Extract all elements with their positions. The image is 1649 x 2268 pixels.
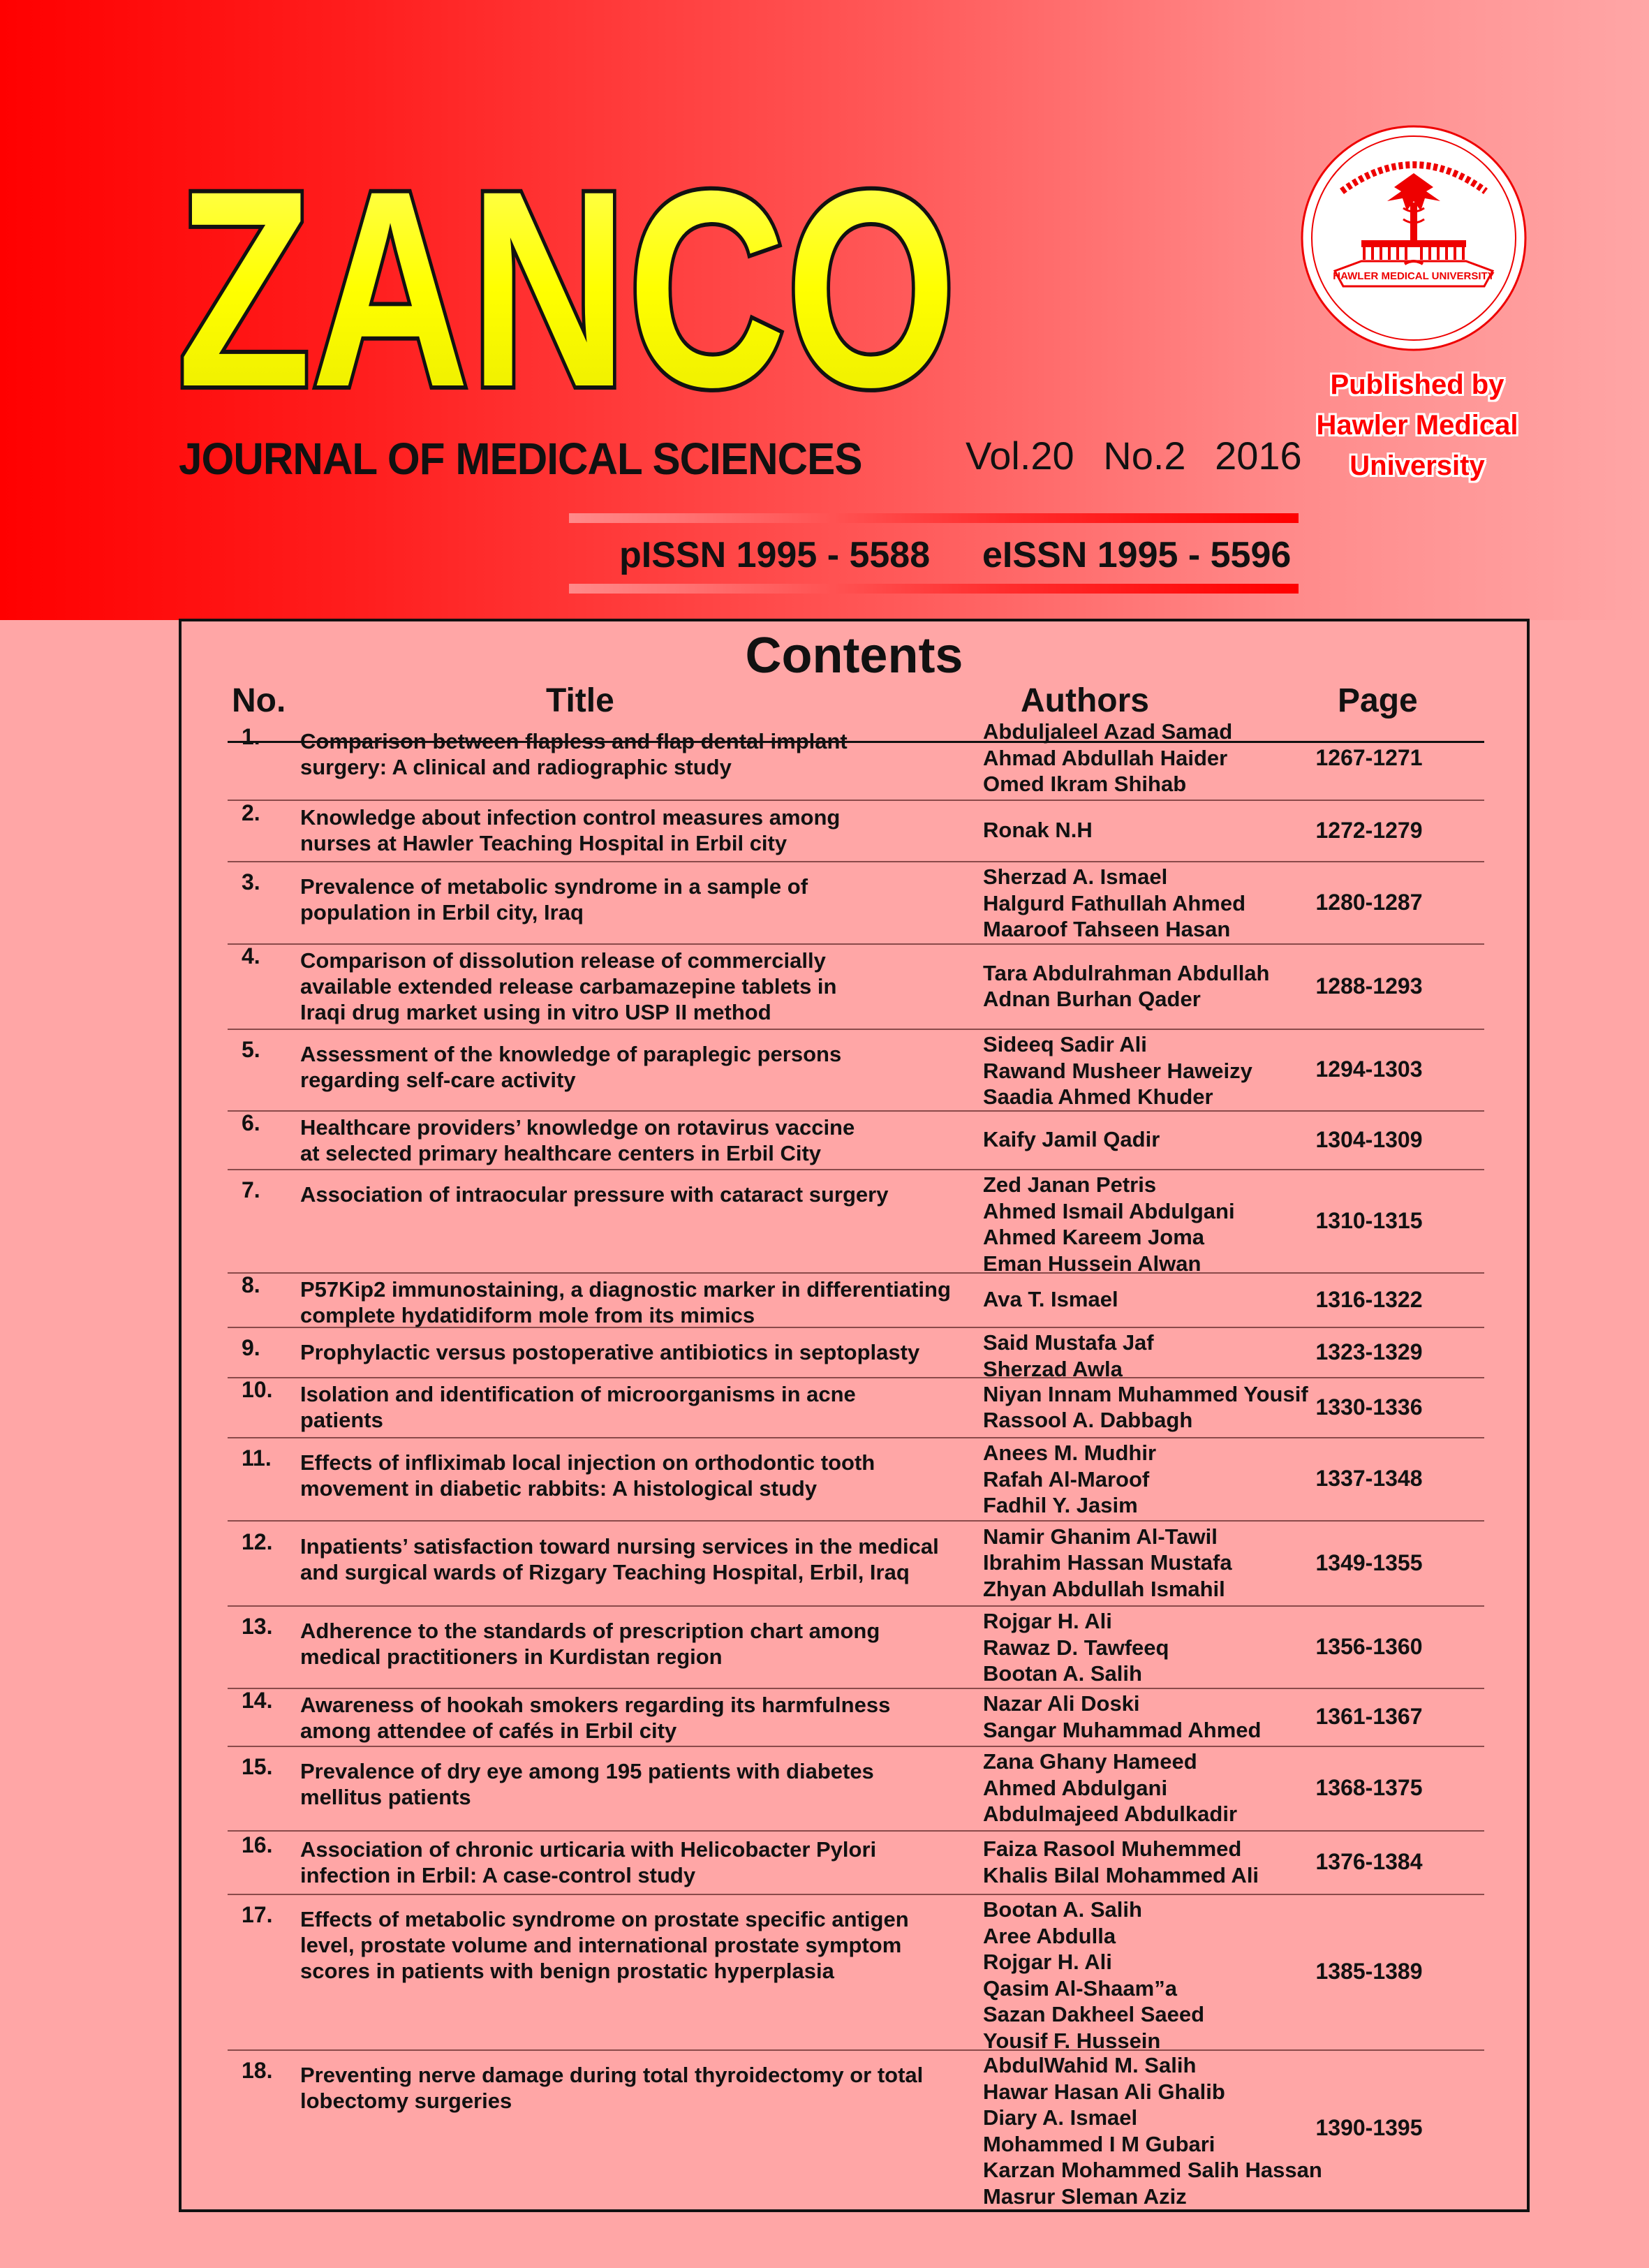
author-name: Omed Ikram Shihab — [983, 772, 1187, 796]
entry-pages[interactable]: 1310-1315 — [1315, 1207, 1423, 1233]
author-name: Aree Abdulla — [983, 1923, 1116, 1948]
entry-number: 3. — [242, 869, 260, 894]
entry-title[interactable] — [300, 1041, 977, 1093]
author-name: Rojgar H. Ali — [983, 1950, 1112, 1974]
author-name: Abduljaleel Azad Samad — [983, 719, 1233, 744]
entry-number: 6. — [242, 1110, 260, 1135]
seal-text: HAWLER MEDICAL UNIVERSITY — [1333, 270, 1495, 282]
entry-number: 4. — [242, 943, 260, 969]
entry-pages[interactable]: 1330-1336 — [1315, 1394, 1423, 1420]
author-name: Rassool A. Dabbagh — [983, 1408, 1193, 1432]
entry-title-line: Adherence to the standards of prescription chart among — [300, 1619, 880, 1643]
author-name: Tara Abdulrahman Abdullah — [983, 960, 1270, 985]
author-name: Adnan Burhan Qader — [983, 987, 1201, 1011]
author-name: Anees M. Mudhir — [983, 1441, 1157, 1465]
entry-title[interactable] — [300, 1906, 977, 1984]
author-name: Ibrahim Hassan Mustafa — [983, 1550, 1232, 1575]
author-name: Diary A. Ismael — [983, 2105, 1138, 2130]
entry-title[interactable] — [300, 1618, 977, 1670]
entry-title-line: surgery: A clinical and radiographic study — [300, 755, 732, 779]
author-name: Rawand Musheer Haweizy — [983, 1058, 1252, 1083]
issue-info — [966, 433, 1320, 478]
author-name: Namir Ghanim Al-Tawil — [983, 1524, 1218, 1549]
author-name: Hawar Hasan Ali Ghalib — [983, 2079, 1225, 2104]
entry-number: 8. — [242, 1272, 260, 1297]
author-name: Qasim Al-Shaam”a — [983, 1975, 1177, 2001]
entry-title-line: Comparison between flapless and flap dental implant — [300, 729, 848, 753]
table-row — [228, 1746, 1484, 1832]
entry-title-line: Knowledge about infection control measures among — [300, 805, 841, 830]
publisher-line: University — [1349, 450, 1485, 481]
entry-pages[interactable]: 1316-1322 — [1315, 1286, 1423, 1312]
entry-pages[interactable]: 1272-1279 — [1315, 817, 1423, 843]
entry-title-line: lobectomy surgeries — [300, 2089, 512, 2113]
entry-pages[interactable]: 1390-1395 — [1315, 2115, 1423, 2140]
entry-title[interactable] — [300, 804, 977, 856]
entry-title-line: medical practitioners in Kurdistan region — [300, 1644, 723, 1669]
issue-number: No.2 — [1103, 434, 1186, 478]
publisher-line: Hawler Medical — [1316, 410, 1518, 441]
entry-title-line: Effects of infliximab local injection on orthodontic tooth — [300, 1450, 875, 1475]
author-name: Fadhil Y. Jasim — [983, 1493, 1138, 1517]
entry-pages[interactable]: 1356-1360 — [1315, 1633, 1423, 1659]
author-name: Sherzad A. Ismael — [983, 864, 1168, 889]
entry-number: 11. — [242, 1445, 272, 1471]
entry-title[interactable] — [300, 948, 977, 1025]
author-name: Mohammed I M Gubari — [983, 2131, 1215, 2156]
author-name: Sazan Dakheel Saeed — [983, 2002, 1205, 2026]
entry-title-line: Isolation and identification of microorganisms in acne — [300, 1382, 856, 1406]
entry-title-line: Preventing nerve damage during total thyroidectomy or total — [300, 2063, 924, 2087]
table-row — [228, 1327, 1484, 1381]
table-row — [228, 716, 1484, 801]
column-header-title: Title — [546, 682, 614, 719]
entry-title[interactable] — [300, 1181, 977, 1207]
author-name: Rojgar H. Ali — [983, 1609, 1112, 1633]
entry-title[interactable] — [300, 728, 977, 780]
author-name: Ronak N.H — [983, 818, 1093, 843]
author-name: Yousif F. Hussein — [983, 2028, 1161, 2053]
university-seal-icon — [1300, 124, 1528, 352]
publisher-note — [1278, 364, 1557, 486]
entry-number: 2. — [242, 800, 260, 825]
entry-pages[interactable]: 1288-1293 — [1315, 973, 1423, 999]
author-name: Rawaz D. Tawfeeq — [983, 1635, 1169, 1660]
volume-label: Vol.20 — [966, 434, 1074, 478]
author-name: Nazar Ali Doski — [983, 1691, 1140, 1716]
entry-pages[interactable]: 1349-1355 — [1315, 1549, 1423, 1575]
entry-title-line: at selected primary healthcare centers in Erbil City — [300, 1141, 822, 1165]
entry-title-line: movement in diabetic rabbits: A histological study — [300, 1476, 818, 1501]
author-name: Ahmed Ismail Abdulgani — [983, 1198, 1235, 1223]
entry-pages[interactable]: 1323-1329 — [1315, 1339, 1423, 1364]
entry-title[interactable] — [300, 1339, 977, 1365]
entry-number: 15. — [242, 1754, 273, 1780]
author-name: Masrur Sleman Aziz — [983, 2184, 1187, 2209]
journal-wordmark — [173, 133, 962, 445]
entry-title-line: Prevalence of dry eye among 195 patients with diabetes — [300, 1759, 874, 1784]
author-name: Zhyan Abdullah Ismahil — [983, 1576, 1225, 1601]
author-name: Eman Hussein Alwan — [983, 1251, 1201, 1276]
entry-number: 9. — [242, 1334, 260, 1360]
author-name: Rafah Al-Maroof — [983, 1466, 1150, 1492]
entry-number: 5. — [242, 1037, 260, 1062]
entry-title[interactable] — [300, 874, 977, 925]
table-row — [228, 800, 1484, 862]
entry-number: 14. — [242, 1688, 273, 1713]
entry-number: 7. — [242, 1177, 260, 1202]
author-name: Ahmed Abdulgani — [983, 1775, 1168, 1800]
entry-title[interactable] — [300, 1450, 977, 1501]
table-row — [228, 1688, 1484, 1747]
table-row — [228, 1437, 1484, 1522]
entry-title-line: P57Kip2 immunostaining, a diagnostic marker in differentiating — [300, 1277, 951, 1302]
entry-title-line: regarding self-care activity — [300, 1068, 576, 1092]
table-row — [228, 1029, 1484, 1112]
entry-pages[interactable]: 1280-1287 — [1315, 889, 1423, 915]
entry-title-line: Iraqi drug market using in vitro USP II method — [300, 1000, 771, 1024]
entry-title-line: scores in patients with benign prostatic hyperplasia — [300, 1959, 834, 1983]
entry-number: 13. — [242, 1614, 273, 1639]
author-name: Khalis Bilal Mohammed Ali — [983, 1862, 1259, 1887]
author-name: Karzan Mohammed Salih Hassan — [983, 2158, 1322, 2182]
entry-title-line: and surgical wards of Rizgary Teaching Hospital, Erbil, Iraq — [300, 1559, 910, 1584]
contents-table — [179, 619, 1530, 2212]
table-row — [228, 1377, 1484, 1438]
entry-pages[interactable]: 1361-1367 — [1315, 1704, 1423, 1729]
entry-title-line: Inpatients’ satisfaction toward nursing services in the medical — [300, 1533, 939, 1559]
entry-pages[interactable]: 1294-1303 — [1315, 1056, 1423, 1082]
column-header-no: No. — [232, 682, 286, 719]
entry-title-line: nurses at Hawler Teaching Hospital in Erbil city — [300, 831, 787, 855]
author-name: Said Mustafa Jaf — [983, 1330, 1154, 1355]
entry-number: 10. — [242, 1377, 273, 1402]
author-name: Saadia Ahmed Khuder — [983, 1084, 1213, 1109]
author-name: Maaroof Tahseen Hasan — [983, 917, 1231, 941]
entry-pages[interactable]: 1337-1348 — [1315, 1466, 1423, 1491]
entry-title-line: mellitus patients — [300, 1785, 471, 1810]
entry-title-line: population in Erbil city, Iraq — [300, 900, 584, 925]
author-name: AbdulWahid M. Salih — [983, 2053, 1197, 2077]
print-issn: pISSN 1995 - 5588 — [619, 535, 931, 575]
entry-title-line: available extended release carbamazepine tablets in — [300, 974, 837, 999]
entry-pages[interactable]: 1304-1309 — [1315, 1126, 1423, 1152]
table-row — [228, 861, 1484, 945]
entry-number: 17. — [242, 1902, 273, 1927]
table-row — [228, 943, 1484, 1030]
entry-number: 18. — [242, 2058, 273, 2083]
entry-title-line: patients — [300, 1408, 383, 1432]
author-name: Abdulmajeed Abdulkadir — [983, 1802, 1238, 1827]
table-row — [228, 1894, 1484, 2051]
contents-heading: Contents — [745, 628, 963, 684]
electronic-issn: eISSN 1995 - 5596 — [982, 535, 1292, 575]
entry-title-line: Association of chronic urticaria with Helicobacter Pylori — [300, 1836, 877, 1862]
table-row — [228, 1110, 1484, 1170]
author-name: Faiza Rasool Muhemmed — [983, 1836, 1242, 1861]
author-name: Sideeq Sadir Ali — [983, 1032, 1147, 1056]
entry-title[interactable] — [300, 1692, 977, 1744]
entry-title-line: Prevalence of metabolic syndrome in a sample of — [300, 874, 808, 899]
issn-band — [569, 513, 1299, 597]
entry-pages[interactable]: 1267-1271 — [1315, 744, 1423, 770]
entry-title-line: Comparison of dissolution release of commercially — [300, 948, 826, 973]
entry-number: 16. — [242, 1832, 273, 1857]
entry-number: 12. — [242, 1529, 273, 1554]
entry-title-line: complete hydatidiform mole from its mimics — [300, 1303, 755, 1327]
publisher-line: Published by — [1330, 369, 1504, 400]
author-name: Sherzad Awla — [983, 1356, 1123, 1381]
entry-title-line: among attendee of cafés in Erbil city — [300, 1718, 677, 1743]
author-name: Ahmad Abdullah Haider — [983, 745, 1228, 770]
entry-title-line: level, prostate volume and international prostate symptom — [300, 1933, 902, 1957]
entry-pages[interactable]: 1376-1384 — [1315, 1849, 1423, 1874]
journal-name: ZANCO — [177, 133, 956, 445]
entry-title-line: Assessment of the knowledge of paraplegic persons — [300, 1042, 842, 1066]
entry-title[interactable] — [300, 1836, 977, 1888]
table-row — [228, 1169, 1484, 1274]
table-row — [228, 1520, 1484, 1607]
entry-pages[interactable]: 1368-1375 — [1315, 1775, 1423, 1800]
table-row — [228, 1605, 1484, 1689]
entry-number: 1. — [242, 724, 260, 749]
entry-title[interactable] — [300, 2062, 977, 2114]
entry-title[interactable] — [300, 1276, 977, 1328]
entry-title-line: Prophylactic versus postoperative antibiotics in septoplasty — [300, 1339, 920, 1364]
author-name: Bootan A. Salih — [983, 1661, 1142, 1686]
column-header-page: Page — [1338, 682, 1418, 719]
entry-title-line: Healthcare providers’ knowledge on rotavirus vaccine — [300, 1115, 855, 1140]
author-name: Ahmed Kareem Joma — [983, 1225, 1205, 1249]
entry-title[interactable] — [300, 1533, 977, 1585]
author-name: Niyan Innam Muhammed Yousif — [983, 1381, 1308, 1406]
table-row — [228, 2049, 1484, 2207]
issn-bar-bottom — [569, 584, 1299, 594]
author-name: Halgurd Fathullah Ahmed — [983, 890, 1246, 915]
issue-year: 2016 — [1215, 434, 1302, 478]
entry-title-line: Awareness of hookah smokers regarding its harmfulness — [300, 1693, 891, 1717]
column-header-authors: Authors — [1021, 682, 1149, 719]
entry-title-line: Effects of metabolic syndrome on prostate specific antigen — [300, 1907, 909, 1931]
entry-title-line: Association of intraocular pressure with cataract surgery — [300, 1182, 889, 1207]
author-name: Zed Janan Petris — [983, 1172, 1157, 1197]
entry-pages[interactable]: 1385-1389 — [1315, 1959, 1423, 1984]
entry-title[interactable] — [300, 1381, 977, 1433]
entry-title[interactable] — [300, 1758, 977, 1810]
entry-title-line: infection in Erbil: A case-control study — [300, 1862, 696, 1887]
entry-title[interactable] — [300, 1114, 977, 1166]
journal-subtitle: JOURNAL OF MEDICAL SCIENCES — [179, 434, 862, 484]
table-row — [228, 1272, 1484, 1328]
author-name: Zana Ghany Hameed — [983, 1749, 1197, 1774]
author-name: Bootan A. Salih — [983, 1897, 1142, 1922]
author-name: Ava T. Ismael — [983, 1287, 1118, 1312]
author-name: Sangar Muhammad Ahmed — [983, 1717, 1262, 1742]
table-row — [228, 1830, 1484, 1895]
author-name: Kaify Jamil Qadir — [983, 1127, 1160, 1152]
issn-bar-top — [569, 513, 1299, 523]
